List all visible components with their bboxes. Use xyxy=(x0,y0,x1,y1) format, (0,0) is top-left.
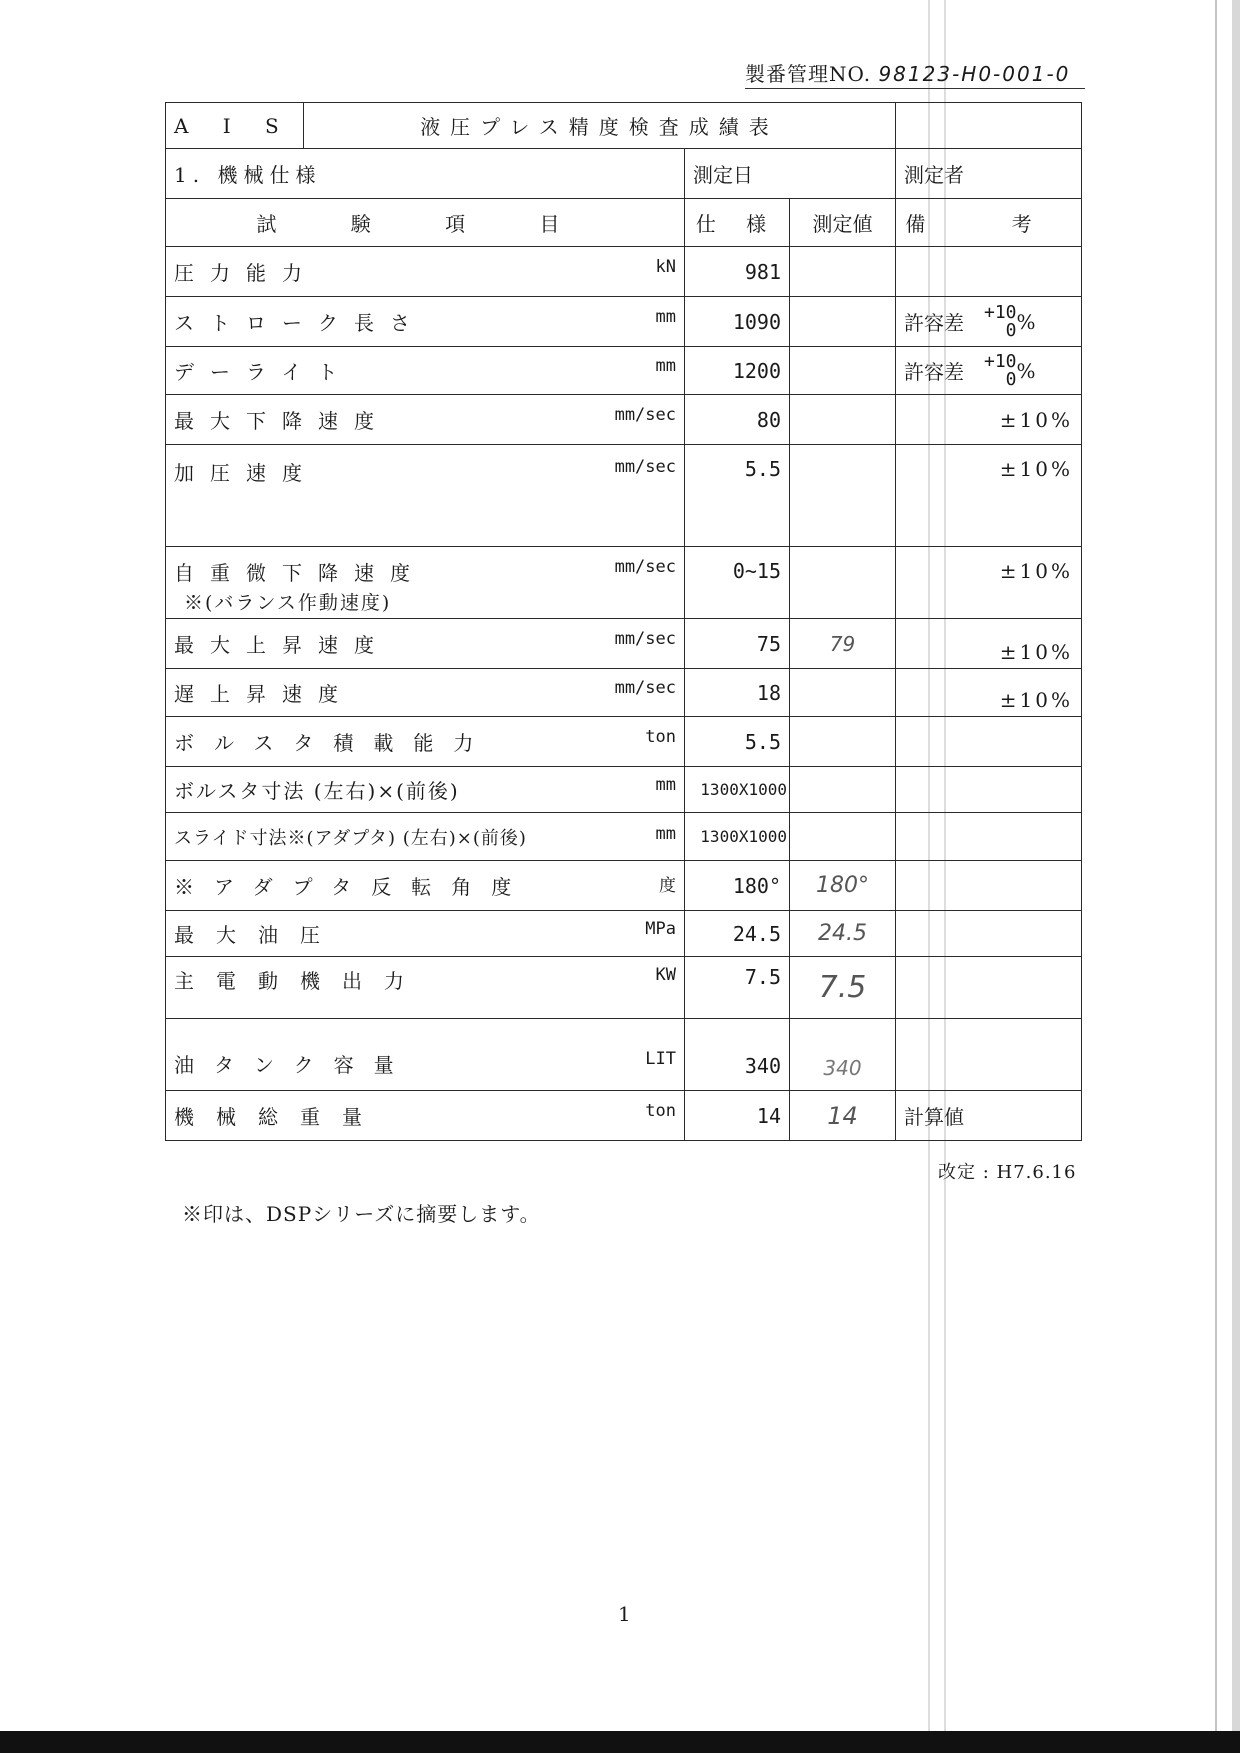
spec-value: 1090 xyxy=(685,297,790,347)
item-label: 遅上昇速度 xyxy=(174,682,354,706)
document-number-label: 製番管理NO. xyxy=(745,62,872,86)
tolerance-cell xyxy=(896,297,1082,347)
tolerance-range xyxy=(984,350,1017,390)
remark-value: 計算値 xyxy=(896,1091,1082,1141)
item-label: 機械総重量 xyxy=(174,1105,384,1129)
table-row xyxy=(166,445,1082,547)
spec-value: 80 xyxy=(685,395,790,445)
item-label: 油タンク容量 xyxy=(174,1053,414,1077)
remark-value xyxy=(896,717,1082,767)
spec-value: 180° xyxy=(685,861,790,911)
item-label: 主電動機出力 xyxy=(174,969,426,993)
spec-value: 7.5 xyxy=(685,957,790,1019)
unit-label: mm/sec xyxy=(614,678,676,698)
measured-value xyxy=(790,297,896,347)
unit-label: mm/sec xyxy=(614,557,676,577)
item-label: 最大下降速度 xyxy=(174,409,390,433)
table-row xyxy=(166,1019,1082,1091)
remark-value xyxy=(896,1019,1082,1091)
unit-label: mm/sec xyxy=(614,405,676,425)
document-number-value: 98123-H0-001-0 xyxy=(878,62,1071,86)
measured-value: 180° xyxy=(790,861,896,911)
spec-value: 1300X1000 xyxy=(685,767,790,813)
tolerance-lower: 0 xyxy=(1005,319,1017,341)
spec-value: 24.5 xyxy=(685,911,790,957)
unit-label: mm xyxy=(655,356,676,376)
table-row xyxy=(166,547,1082,619)
tolerance-range xyxy=(984,301,1017,341)
remark-value: ±10% xyxy=(896,619,1082,669)
measured-value xyxy=(790,247,896,297)
tolerance-cell xyxy=(896,347,1082,395)
remark-value xyxy=(896,911,1082,957)
item-label: デーライト xyxy=(174,360,354,384)
item-label: ボルスタ寸法 (左右)×(前後) xyxy=(174,779,460,803)
spec-value: 340 xyxy=(685,1019,790,1091)
unit-label: MPa xyxy=(645,919,676,939)
unit-label: mm/sec xyxy=(614,457,676,477)
table-row xyxy=(166,717,1082,767)
tolerance-label: 許容差 xyxy=(904,311,964,335)
table-row xyxy=(166,767,1082,813)
unit-label: mm xyxy=(655,775,676,795)
spec-value: 1300X1000 xyxy=(685,813,790,861)
col-header-remarks: 備 考 xyxy=(896,199,1082,247)
title-row xyxy=(166,103,1082,149)
measured-value xyxy=(790,547,896,619)
item-label: ストローク長さ xyxy=(174,311,426,335)
document-number-underline xyxy=(745,88,1085,89)
item-label: 圧力能力 xyxy=(174,261,318,285)
table-row xyxy=(166,1091,1082,1141)
item-label: スライド寸法※(アダプタ) (左右)×(前後) xyxy=(174,827,527,849)
item-sub-note: ※(バランス作動速度) xyxy=(184,592,392,614)
table-row xyxy=(166,813,1082,861)
remark-value: ±10% xyxy=(896,669,1082,717)
remark-value: ±10% xyxy=(896,445,1082,547)
unit-label: mm/sec xyxy=(614,629,676,649)
table-row xyxy=(166,347,1082,395)
item-label: 加圧速度 xyxy=(174,461,318,485)
measured-value xyxy=(790,767,896,813)
tolerance-upper: +10 xyxy=(984,301,1017,323)
column-header-row xyxy=(166,199,1082,247)
remark-value: ±10% xyxy=(896,395,1082,445)
remark-value xyxy=(896,767,1082,813)
remark-value xyxy=(896,957,1082,1019)
scan-border xyxy=(0,1731,1240,1753)
spec-value: 5.5 xyxy=(685,717,790,767)
document-title: 液圧プレス精度検査成績表 xyxy=(304,103,896,149)
spec-value: 18 xyxy=(685,669,790,717)
date-cell xyxy=(685,149,896,199)
unit-label: mm xyxy=(655,307,676,327)
remark-value xyxy=(896,247,1082,297)
spec-value: 14 xyxy=(685,1091,790,1141)
table-row xyxy=(166,247,1082,297)
item-label: 最大油圧 xyxy=(174,923,342,947)
table-row xyxy=(166,861,1082,911)
document-number xyxy=(745,58,1070,87)
measured-value: 14 xyxy=(790,1091,896,1141)
spec-value: 0~15 xyxy=(685,547,790,619)
unit-label: mm xyxy=(655,823,676,844)
tolerance-lower: 0 xyxy=(1005,368,1017,390)
unit-label: kN xyxy=(655,257,676,277)
unit-label: 度 xyxy=(659,876,676,896)
table-row xyxy=(166,957,1082,1019)
col-header-spec: 仕 様 xyxy=(685,199,790,247)
footnote: ※印は、DSPシリーズに摘要します。 xyxy=(182,1202,541,1226)
measured-value xyxy=(790,347,896,395)
inspector-label: 測定者 xyxy=(904,163,964,187)
measured-value xyxy=(790,717,896,767)
scan-edge xyxy=(1232,0,1240,1753)
spec-value: 75 xyxy=(685,619,790,669)
company-cell: A I S xyxy=(166,103,304,149)
spec-value: 1200 xyxy=(685,347,790,395)
table-row xyxy=(166,669,1082,717)
unit-label: ton xyxy=(645,1101,676,1121)
section-title: 1. 機械仕様 xyxy=(166,149,685,199)
unit-label: KW xyxy=(655,965,676,985)
revision-date: 改定 : H7.6.16 xyxy=(938,1162,1077,1183)
table-row xyxy=(166,395,1082,445)
date-label: 測定日 xyxy=(693,163,753,187)
table-row xyxy=(166,911,1082,957)
measured-value: 79 xyxy=(790,619,896,669)
page-number: 1 xyxy=(618,1602,631,1626)
measured-value: 340 xyxy=(790,1019,896,1091)
section-row xyxy=(166,149,1082,199)
tolerance-percent: % xyxy=(1016,358,1036,383)
tolerance-percent: % xyxy=(1016,309,1036,334)
spec-value: 5.5 xyxy=(685,445,790,547)
col-header-item: 試 験 項 目 xyxy=(166,199,685,247)
item-label: ボルスタ積載能力 xyxy=(174,731,494,755)
title-blank-cell xyxy=(896,103,1082,149)
unit-label: ton xyxy=(645,727,676,747)
measured-value xyxy=(790,669,896,717)
remark-value xyxy=(896,861,1082,911)
measured-value: 7.5 xyxy=(790,957,896,1019)
item-label: 最大上昇速度 xyxy=(174,633,390,657)
inspection-table xyxy=(165,102,1082,1141)
inspector-cell xyxy=(896,149,1082,199)
measured-value xyxy=(790,395,896,445)
measured-value xyxy=(790,445,896,547)
item-label: 自重微下降速度 xyxy=(174,561,426,585)
remark-value xyxy=(896,813,1082,861)
col-header-measured: 測定値 xyxy=(790,199,896,247)
tolerance-upper: +10 xyxy=(984,350,1017,372)
spec-value: 981 xyxy=(685,247,790,297)
measured-value: 24.5 xyxy=(790,911,896,957)
tolerance-label: 許容差 xyxy=(904,360,964,384)
measured-value xyxy=(790,813,896,861)
table-row xyxy=(166,619,1082,669)
unit-label: LIT xyxy=(645,1049,676,1069)
table-row xyxy=(166,297,1082,347)
item-label: ※アダプタ反転角度 xyxy=(174,875,532,899)
remark-value: ±10% xyxy=(896,547,1082,619)
